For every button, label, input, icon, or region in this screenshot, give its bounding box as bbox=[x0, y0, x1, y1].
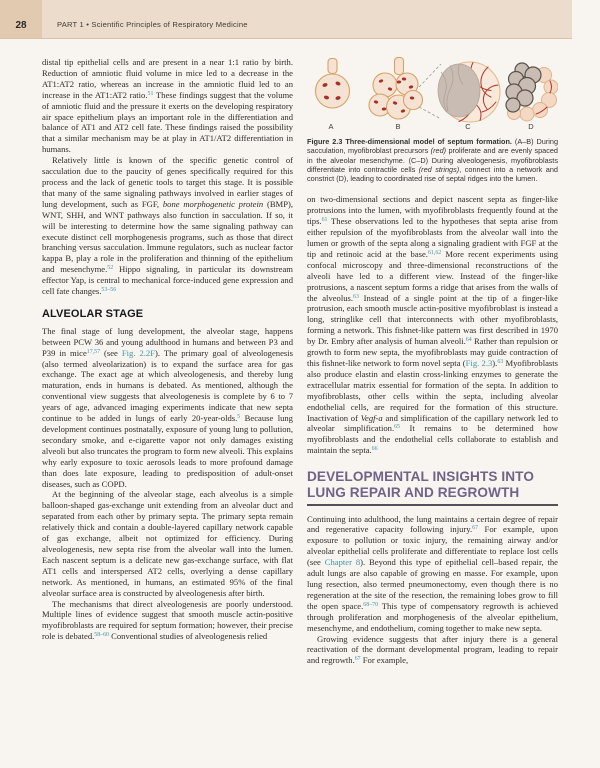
cross-reference-link: Fig. 2.3 bbox=[465, 357, 493, 368]
text-run: Growing evidence suggests that after injury there is a general reactivation of the dormant developmental program, leading to repair and regrowth. bbox=[307, 633, 558, 666]
reference-superscript: 64 bbox=[465, 337, 472, 344]
body-paragraph bbox=[42, 326, 293, 490]
text-run: Vegf-a bbox=[360, 412, 383, 423]
body-paragraph bbox=[42, 155, 293, 297]
text-run: ). Beyond this type of epithelial cell–based repair, the adult lungs are also capable of growing en masse. For example, upon lung resection, also termed pneumonectomy, even though there is no regeneration at the site of the resection, the remaining lobes grow to fill the open space. bbox=[307, 557, 558, 611]
text-run: Instead of a single point at the tip of a finger-like protrusion, each smooth muscle actin-positive myofibroblast is instead a long, stringlike cell that interconnects with other myofibroblasts, forming a network. This fishnet-like pattern was first described in 1970 by Dr. Embry after analysis of human alveoli. bbox=[307, 292, 558, 347]
body-paragraph bbox=[307, 634, 558, 667]
text-run: bone morphogenetic protein bbox=[162, 198, 264, 209]
text-run: Myofibroblasts also produce elastin and elastin cross-linking enzymes to generate the extracellular matrix essential for formation of the septa. In addition to myofibroblasts, other cells within the septa, including alveolar endothelial cells, are required for the formation of this structure. Inactivation of bbox=[307, 357, 558, 423]
text-run: Continuing into adulthood, the lung maintains a certain degree of repair and regenerative capacity following injury. bbox=[307, 513, 558, 535]
reference-superscript: 51 bbox=[147, 90, 154, 97]
panel-label-a: A bbox=[328, 122, 334, 131]
panel-a-saccule bbox=[316, 59, 350, 109]
cross-reference-link: Chapter 8 bbox=[324, 557, 361, 568]
panel-label-c: C bbox=[465, 122, 471, 131]
text-run: and simplification of the capillary network led to alveolar simplification. bbox=[307, 412, 558, 434]
body-paragraph bbox=[42, 57, 293, 155]
running-header: PART 1 • Scientific Principles of Respiratory Medicine bbox=[57, 20, 248, 29]
text-run: ). bbox=[492, 357, 498, 368]
left-column bbox=[42, 57, 293, 642]
reference-superscript: 61,62 bbox=[427, 249, 442, 256]
panel-b-saccule-cluster bbox=[369, 58, 423, 120]
cross-reference-link: Fig. 2.2F bbox=[121, 347, 156, 358]
text-run: These findings suggest that the volume of amniotic fluid and the pressure it exerts on the developing respiratory air space epithelium plays an important role in the differentiation and balance of AT1 and AT2 cell fate. These findings raised the possibility that a similar mechanism may be at play in AT1/AT2 differentiation in humans. bbox=[42, 89, 293, 155]
text-run: At the beginning of the alveolar stage, each alveolus is a simple balloon-shaped gas-exchange unit extending from an alveolar duct and separated from each other by primary septa. The primary septa remain relatively thick and contain a double-layered capillary network capable of gas exchange, albeit not optimized for efficiency. During alveologenesis, new septa rise from the alveolar wall into the lumen. Each nascent septum is a delicate new gas-exchange surface, with flat AT1 cells and interspersed AT2 cells, overlying a dense capillary network. As mentioned, in humans, an estimated 95% of the final alveolar surface area is constructed by alveologenesis after birth. bbox=[42, 489, 293, 598]
text-run: proliferate and are evenly spaced in the alveolar mesenchyme. (C–D) During alveologenesis, myofibroblasts differentiate into contractile cells bbox=[307, 146, 558, 174]
text-run: (red) bbox=[430, 146, 447, 156]
text-run: This type of compensatory regrowth is achieved through proliferation and morphogenesis of the alveolar epithelium, mesenchyme, and endothelium, coming together to make new septa. bbox=[307, 600, 558, 633]
figure-2-3-illustration bbox=[307, 57, 558, 131]
body-paragraph bbox=[307, 194, 558, 456]
text-run: The final stage of lung development, the alveolar stage, happens between PCW 36 and young adulthood in humans and between P3 and P39 in mice bbox=[42, 325, 293, 358]
text-run: , connect into a network and constrict (D), leading to coordinated rise of septal ridges into the lumen. bbox=[307, 164, 558, 184]
section-heading: ALVEOLAR STAGE bbox=[42, 307, 144, 320]
text-run: Conventional studies of alveologenesis relied bbox=[109, 631, 268, 642]
text-run: Rather than repulsion or growth to form new septa, the myofibroblasts may guide contraction of this fishnet-like network to form novel septa ( bbox=[307, 336, 558, 368]
reference-superscript: 5 bbox=[237, 414, 241, 421]
reference-superscript: 52 bbox=[107, 265, 114, 272]
text-run: (see bbox=[100, 347, 122, 358]
right-column-text bbox=[307, 194, 558, 666]
text-run: For example, upon exposure to pollution or toxic injury, the remaining airway and/or alveolar epithelial cells proliferate and differentiate to replace lost cells (see bbox=[307, 524, 558, 568]
text-run: For example, bbox=[360, 655, 409, 666]
text-run: on two-dimensional sections and depict nascent septa as finger-like protrusions into the lumen, with myofibroblasts frequently found at the tips. bbox=[307, 194, 558, 227]
text-run: (BMP), WNT, SHH, and WNT pathways also function in sacculation. If so, it will be interesting to determine how the same signaling pathway can execute distinct cell morphogenesis programs, such as those that direct branching versus sacculation. Immune regulators, such as nuclear factor kappa B, play a role in the proliferation and thinning of the epithelium and mesenchyme. bbox=[42, 198, 293, 275]
body-paragraph bbox=[42, 489, 293, 598]
zoom-guide-line-bottom bbox=[419, 107, 441, 119]
reference-superscript: 17,57 bbox=[86, 348, 101, 355]
panel-label-d: D bbox=[528, 122, 534, 131]
text-run: (red strings) bbox=[418, 164, 460, 174]
panel-c-fishnet-network bbox=[438, 62, 500, 122]
body-paragraph bbox=[42, 599, 293, 643]
figure-caption bbox=[307, 137, 558, 183]
reference-superscript: 53–56 bbox=[101, 287, 117, 294]
reference-superscript: 67 bbox=[472, 525, 479, 532]
reference-superscript: 67 bbox=[354, 656, 361, 663]
text-run: More recent experiments using confocal microscopy and three-dimensional reconstructions of the alveoli have led to a different view. Instead of the finger-like protrusions, a nascent septum forms a ridge that arises from the walls of the alveolus. bbox=[307, 248, 558, 303]
text-run: distal tip epithelial cells and are present in a near 1:1 ratio by birth. Reduction of amniotic fluid volume in mice led to a decrease in the AT1:AT2 ratio, whereas an increase in the amniotic fluid led to an increase in the AT1:AT2 ratio. bbox=[42, 57, 293, 100]
panel-label-b: B bbox=[395, 122, 401, 131]
panel-d-septal-ridges bbox=[506, 63, 558, 121]
text-run: It remains to be determined how myofibroblasts and the endothelial cells collaborate to establish and maintain the septa. bbox=[307, 423, 558, 456]
right-column bbox=[307, 57, 558, 666]
reference-superscript: 63 bbox=[497, 358, 504, 365]
heading-rule bbox=[307, 504, 558, 505]
reference-superscript: 66 bbox=[371, 446, 378, 453]
text-run: Figure 2.3 Three-dimensional model of septum formation. bbox=[307, 136, 512, 146]
text-run: Because lung development continues postnatally, exposure of young lung to pollution, secondary smoke, and e-cigarette vapor not only damages existing alveoli but also truncates the program to form new alveoli. This explains why early exposure to toxic aerosols leads to more profound damage than does late exposure, leading to predisposition of adult-onset diseases, such as COPD. bbox=[42, 413, 293, 489]
text-run: Relatively little is known of the specific genetic control of sacculation due to the paucity of genes specifically required for this process and the lack of genetic tools to target this stage. It is possible that many of the same signaling pathways involved in earlier stages of lung development, such as FGF, bbox=[42, 155, 293, 209]
figure-2-3 bbox=[307, 57, 558, 183]
reference-superscript: 58–60 bbox=[94, 632, 109, 639]
reference-superscript: 65 bbox=[394, 424, 400, 431]
text-run: (A–B) During sacculation, myofibroblast precursors bbox=[307, 136, 558, 156]
zoom-guide-line-top bbox=[419, 64, 441, 87]
reference-superscript: 61 bbox=[321, 217, 328, 224]
text-run: The mechanisms that direct alveologenesis are poorly understood. Multiple lines of evidence suggest that smooth muscle actin-positive myofibroblasts are required for septum formation; however, their precise role is debated. bbox=[42, 598, 293, 642]
text-run: ). The primary goal of alveologenesis (also termed alveolarization) is to expand the surface area for gas exchange. The exact age at which alveologenesis, and thereby lung maturation, ends in humans is debated. As mentioned, although the conventional view suggests that alveologenesis is complete by 6 to 7 years of age, advanced imaging experiments indicate that new septa continue to be added in lungs of early 20-year-olds. bbox=[42, 347, 293, 424]
reference-superscript: 68–70 bbox=[363, 601, 379, 608]
page-header bbox=[0, 0, 572, 39]
body-paragraph bbox=[307, 514, 558, 634]
reference-superscript: 63 bbox=[353, 293, 359, 300]
left-column-text bbox=[42, 57, 293, 642]
major-section-heading: DEVELOPMENTAL INSIGHTS INTO LUNG REPAIR AND REGROWTH bbox=[307, 469, 535, 501]
page-number: 28 bbox=[0, 0, 42, 38]
text-run: These observations led to the hypotheses that septa arise from either repulsion of the myofibroblasts from the alveolar wall into the lumen or growth of the septa along a signaling gradient with FGF at the tip and retinoic acid at the base. bbox=[307, 216, 558, 259]
text-run: Hippo signaling, in particular its downstream effector Yap, is central to mechanical force-induced gene expression and cell fate changes. bbox=[42, 264, 293, 297]
